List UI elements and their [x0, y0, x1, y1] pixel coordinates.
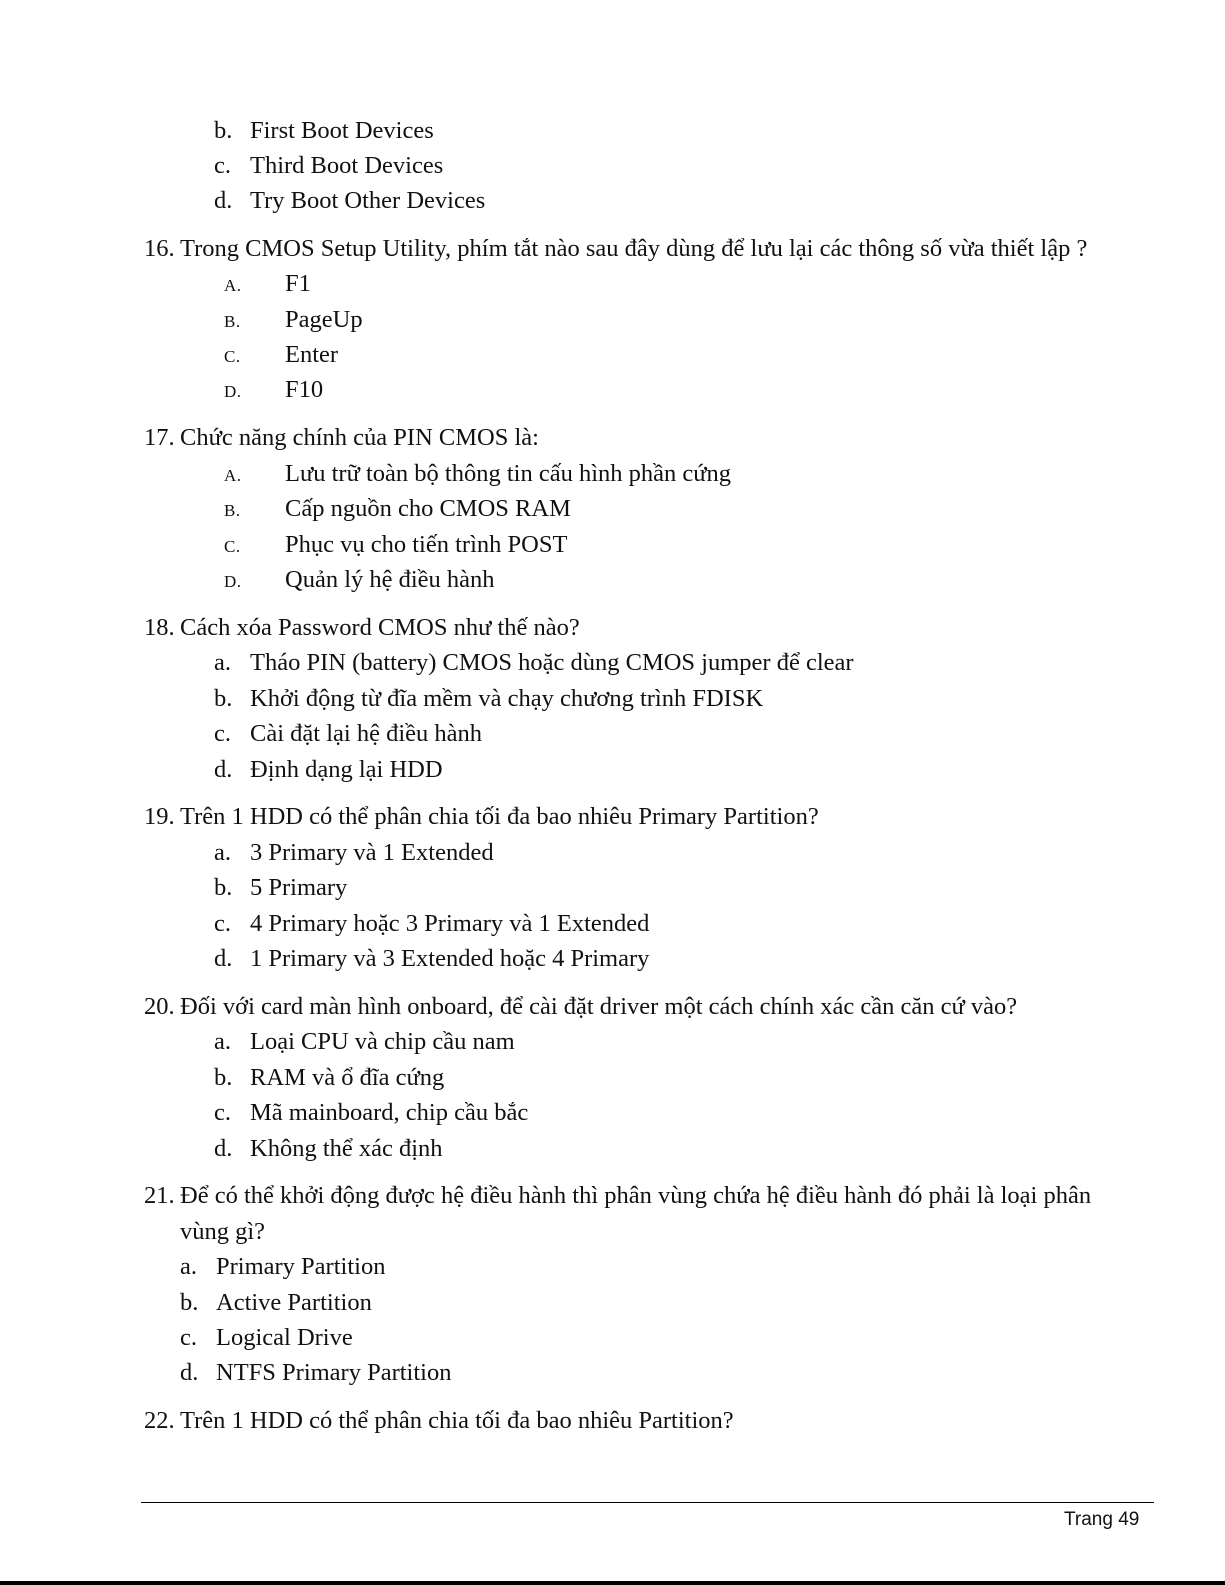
option-text: F10: [285, 376, 324, 403]
option-letter: d.: [214, 1135, 233, 1162]
option-text: Khởi động từ đĩa mềm và chạy chương trình FDISK: [250, 685, 764, 712]
q16-option-d: [224, 375, 323, 407]
option-letter: b.: [214, 117, 233, 144]
option-letter: B.: [224, 312, 241, 331]
option-text: Loại CPU và chip cầu nam: [250, 1028, 515, 1055]
option-letter: d.: [180, 1359, 199, 1386]
q20-option-d: [214, 1134, 443, 1164]
question-text: Đối với card màn hình onboard, để cài đặt driver một cách chính xác cần căn cứ vào?: [180, 993, 1018, 1020]
option-letter: b.: [180, 1289, 199, 1316]
question-number: 18.: [144, 614, 175, 641]
page-bottom-edge: [0, 1581, 1225, 1585]
q16-option-a: [224, 269, 311, 301]
option-letter: D.: [224, 572, 242, 591]
option-text: 5 Primary: [250, 874, 348, 901]
q21-option-b: [180, 1288, 372, 1318]
question-number: 19.: [144, 803, 175, 830]
option-text: PageUp: [285, 306, 363, 333]
option-letter: b.: [214, 874, 233, 901]
option-text: Tháo PIN (battery) CMOS hoặc dùng CMOS jumper để clear: [250, 649, 854, 676]
option-text: Mã mainboard, chip cầu bắc: [250, 1099, 529, 1126]
q19-option-a: [214, 838, 494, 868]
option-text: NTFS Primary Partition: [216, 1359, 452, 1386]
q20-option-c: [214, 1098, 528, 1128]
question-22: [144, 1406, 734, 1436]
question-18: [144, 613, 580, 643]
q21-option-a: [180, 1252, 385, 1282]
q21-option-d: [180, 1358, 451, 1388]
question-16: [144, 234, 1087, 264]
option-text: First Boot Devices: [250, 117, 434, 144]
question-text-line-1: Để có thể khởi động được hệ điều hành thì phân vùng chứa hệ điều hành đó phải là loại phân: [180, 1182, 1092, 1209]
question-number: 20.: [144, 993, 175, 1020]
question-19: [144, 802, 819, 832]
question-text: Trên 1 HDD có thể phân chia tối đa bao nhiêu Partition?: [180, 1407, 734, 1434]
q19-option-c: [214, 909, 649, 939]
option-letter: C.: [224, 537, 241, 556]
option-text: RAM và ổ đĩa cứng: [250, 1064, 445, 1091]
q19-option-b: [214, 873, 347, 903]
option-text: Logical Drive: [216, 1324, 353, 1351]
option-letter: a.: [214, 839, 231, 866]
q17-option-a: [224, 459, 731, 491]
option-text: Định dạng lại HDD: [250, 756, 443, 783]
q16-option-c: [224, 340, 338, 372]
option-text: 4 Primary hoặc 3 Primary và 1 Extended: [250, 910, 650, 937]
option-letter: b.: [214, 1064, 233, 1091]
question-20: [144, 992, 1017, 1022]
page-number: Trang 49: [1064, 1509, 1140, 1530]
option-letter: c.: [214, 720, 231, 747]
option-text: Cấp nguồn cho CMOS RAM: [285, 495, 571, 522]
q17-option-b: [224, 494, 571, 526]
option-text: Active Partition: [216, 1289, 372, 1316]
q19-option-d: [214, 944, 649, 974]
question-21: [144, 1181, 1091, 1211]
question-number: 16.: [144, 235, 175, 262]
option-letter: a.: [214, 1028, 231, 1055]
option-text: Không thể xác định: [250, 1135, 443, 1162]
option-text: Quản lý hệ điều hành: [285, 566, 495, 593]
option-letter: d.: [214, 187, 233, 214]
option-text: Cài đặt lại hệ điều hành: [250, 720, 482, 747]
q18-option-b: [214, 684, 763, 714]
option-letter: D.: [224, 382, 242, 401]
question-text: Trên 1 HDD có thể phân chia tối đa bao nhiêu Primary Partition?: [180, 803, 819, 830]
q15-option-d: [214, 186, 485, 216]
option-letter: B.: [224, 501, 241, 520]
option-letter: b.: [214, 685, 233, 712]
option-letter: A.: [224, 276, 242, 295]
question-17: [144, 423, 539, 453]
q16-option-b: [224, 305, 363, 337]
option-letter: A.: [224, 466, 242, 485]
q17-option-d: [224, 565, 495, 597]
option-letter: c.: [214, 910, 231, 937]
question-text: Cách xóa Password CMOS như thế nào?: [180, 614, 580, 641]
question-number: 17.: [144, 424, 175, 451]
q20-option-b: [214, 1063, 444, 1093]
option-letter: c.: [214, 1099, 231, 1126]
q21-option-c: [180, 1323, 353, 1353]
q18-option-d: [214, 755, 443, 785]
question-21-continuation: [180, 1217, 265, 1247]
option-text: Phục vụ cho tiến trình POST: [285, 531, 568, 558]
question-text-line-2: vùng gì?: [180, 1218, 266, 1245]
q18-option-a: [214, 648, 854, 678]
question-text: Chức năng chính của PIN CMOS là:: [180, 424, 539, 451]
option-letter: c.: [180, 1324, 197, 1351]
option-text: 3 Primary và 1 Extended: [250, 839, 494, 866]
footer-divider: [141, 1502, 1154, 1503]
option-text: Primary Partition: [216, 1253, 386, 1280]
option-letter: a.: [214, 649, 231, 676]
option-letter: a.: [180, 1253, 197, 1280]
question-number: 22.: [144, 1407, 175, 1434]
option-text: Enter: [285, 341, 339, 368]
q18-option-c: [214, 719, 482, 749]
option-text: Try Boot Other Devices: [250, 187, 486, 214]
option-letter: d.: [214, 756, 233, 783]
option-text: Lưu trữ toàn bộ thông tin cấu hình phần cứng: [285, 460, 732, 487]
option-letter: C.: [224, 347, 241, 366]
q17-option-c: [224, 530, 567, 562]
option-letter: d.: [214, 945, 233, 972]
q20-option-a: [214, 1027, 515, 1057]
q15-option-c: [214, 151, 443, 181]
option-letter: c.: [214, 152, 231, 179]
question-number: 21.: [144, 1182, 175, 1209]
option-text: 1 Primary và 3 Extended hoặc 4 Primary: [250, 945, 650, 972]
option-text: Third Boot Devices: [250, 152, 444, 179]
option-text: F1: [285, 270, 311, 297]
question-text: Trong CMOS Setup Utility, phím tắt nào sau đây dùng để lưu lại các thông số vừa thiết lập ?: [180, 235, 1088, 262]
q15-option-b: [214, 116, 434, 146]
